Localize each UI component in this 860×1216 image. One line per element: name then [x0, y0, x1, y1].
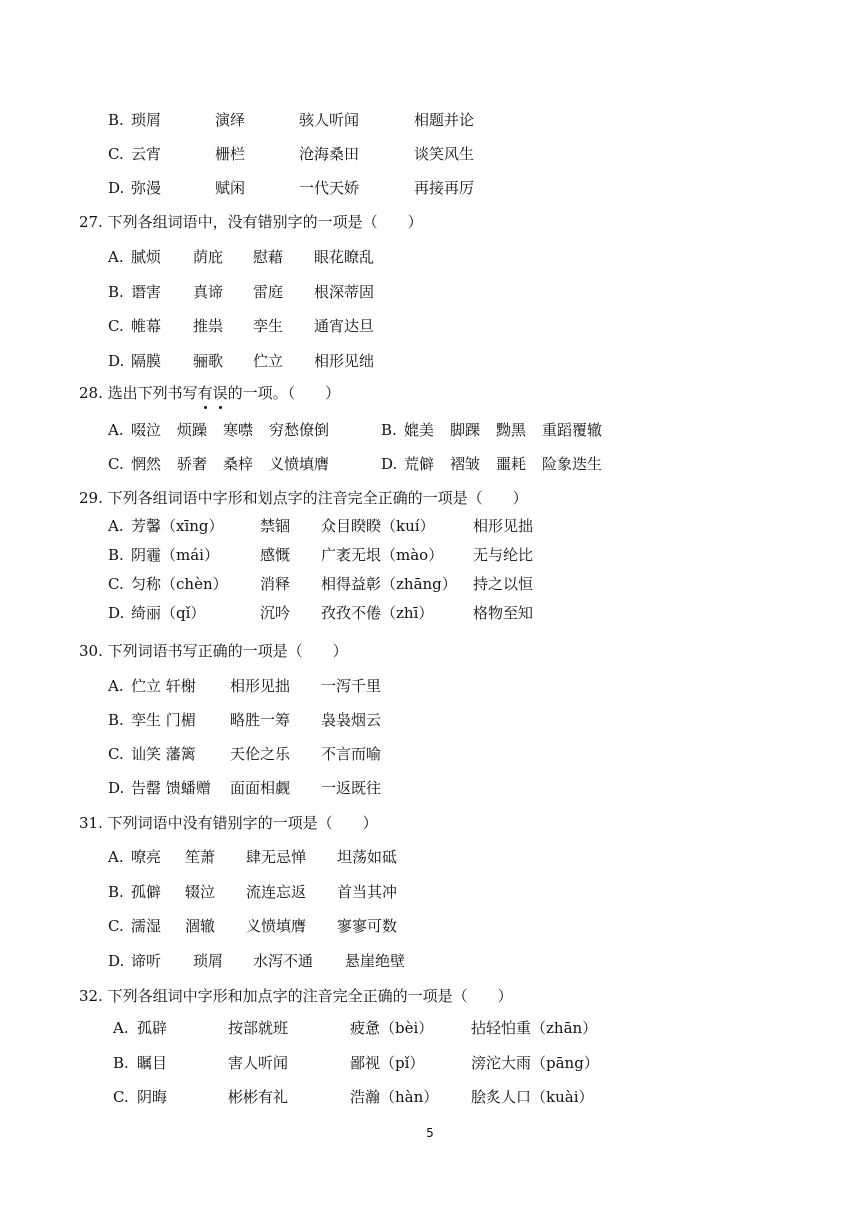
option-word: 笙萧 [185, 848, 216, 866]
option-word: 瞩目 [137, 1054, 168, 1072]
option-word: 相形见拙 [473, 517, 534, 535]
option-word: 讪笑 藩篱 [131, 745, 196, 763]
option-word [471, 1017, 597, 1039]
option-word: 伫立 [253, 352, 284, 370]
option-word: 推祟 [193, 317, 224, 335]
option-word: 寒噤 [223, 421, 254, 439]
option-letter: D. [108, 352, 125, 370]
pinyin: （mái） [161, 546, 219, 564]
option-word: 谮害 [131, 283, 162, 301]
option-word: 流连忘返 [246, 883, 307, 901]
option-word: 告罄 馈蟠赠 [131, 779, 211, 797]
option-word: 嘹亮 [131, 848, 162, 866]
option-word: 啜泣 [131, 421, 162, 439]
option-word: 再接再厉 [414, 179, 475, 197]
option-letter: D. [108, 779, 125, 797]
option-word [321, 602, 433, 624]
word: 疲惫 [350, 1019, 381, 1037]
option-word: 悬崖绝壁 [345, 952, 406, 970]
option-word: 云宵 [131, 145, 162, 163]
option-letter: D. [108, 604, 125, 622]
option-letter: B. [108, 883, 124, 901]
option-word: 感慨 [260, 546, 291, 564]
option-word: 首当其冲 [337, 883, 398, 901]
option-word: 沧海桑田 [299, 145, 360, 163]
option-word: 肆无忌惮 [246, 848, 307, 866]
option-word: 桑梓 [223, 455, 254, 473]
option-letter: B. [113, 1054, 129, 1072]
option-word: 穷愁僚倒 [269, 421, 330, 439]
option-word: 惘然 [131, 455, 162, 473]
word: 拈轻怕重 [471, 1019, 532, 1037]
option-letter: A. [108, 677, 124, 695]
option-letter: A. [108, 421, 124, 439]
pinyin: （xīng） [161, 517, 224, 535]
option-word: 一代天娇 [299, 179, 360, 197]
option-word: 彬彬有礼 [228, 1088, 289, 1106]
option-word: 面面相觑 [230, 779, 291, 797]
option-word: 琐屑 [193, 952, 224, 970]
option-word: 坦荡如砥 [337, 848, 398, 866]
option-word: 相形见拙 [230, 677, 291, 695]
option-word: 辍泣 [185, 883, 216, 901]
option-word: 媲美 [404, 421, 435, 439]
option-word [350, 1052, 424, 1074]
option-letter: A. [108, 248, 124, 266]
dotted-char: 误 [212, 384, 228, 402]
pinyin: （pāng） [531, 1054, 599, 1072]
word: 滂沱大雨 [471, 1054, 532, 1072]
option-letter: A. [113, 1019, 129, 1037]
pinyin: （kuài） [531, 1088, 594, 1106]
dotted-char: 有 [197, 384, 213, 402]
option-word: 骊歌 [193, 352, 224, 370]
option-letter: C. [108, 917, 124, 935]
option-word: 谈笑风生 [414, 145, 475, 163]
option-word: 孪生 门楣 [131, 711, 196, 729]
option-word: 义愤填膺 [269, 455, 330, 473]
option-letter: A. [108, 517, 124, 535]
option-word: 害人听闻 [228, 1054, 289, 1072]
pinyin: （zhān） [531, 1019, 598, 1037]
option-word: 一泻千里 [321, 677, 382, 695]
word: 阴霾 [131, 546, 162, 564]
pinyin: （bèi） [380, 1019, 434, 1037]
pinyin: （zhī） [381, 604, 434, 622]
pinyin: （chèn） [161, 575, 228, 593]
option-word [131, 573, 228, 595]
option-word: 孪生 [253, 317, 284, 335]
option-word: 涸辙 [185, 917, 216, 935]
option-word: 黝黑 [496, 421, 527, 439]
stem-text: 28. 选出下列书写 [79, 384, 198, 402]
option-word: 险象迭生 [542, 455, 603, 473]
option-word: 孤辟 [137, 1019, 168, 1037]
option-word [131, 515, 224, 537]
option-letter: C. [108, 145, 124, 163]
option-word: 骄奢 [177, 455, 208, 473]
option-letter: D. [108, 179, 125, 197]
option-word: 寥寥可数 [337, 917, 398, 935]
word: 芳馨 [131, 517, 162, 535]
option-word: 重蹈覆辙 [542, 421, 603, 439]
option-word: 一返既往 [321, 779, 382, 797]
option-letter: C. [108, 575, 124, 593]
option-word: 琐屑 [131, 111, 162, 129]
question-stem: 30. 下列词语书写正确的一项是（ ） [79, 642, 348, 660]
option-word: 隔膜 [131, 352, 162, 370]
option-word: 伫立 轩榭 [131, 677, 196, 695]
option-word: 格物至知 [473, 604, 534, 622]
option-word: 烦躁 [177, 421, 208, 439]
option-word [321, 515, 435, 537]
option-word: 相形见绌 [314, 352, 375, 370]
page-number: 5 [426, 1126, 434, 1140]
option-word: 按部就班 [228, 1019, 289, 1037]
pinyin: （pǐ） [380, 1054, 425, 1072]
pinyin: （hàn） [380, 1088, 439, 1106]
option-word: 消释 [260, 575, 291, 593]
option-word [131, 544, 219, 566]
word: 脍炙人口 [471, 1088, 532, 1106]
option-word: 演绎 [215, 111, 246, 129]
option-word: 不言而喻 [321, 745, 382, 763]
option-word: 荫庇 [193, 248, 224, 266]
option-word: 谛听 [131, 952, 162, 970]
option-letter: D. [108, 952, 125, 970]
pinyin: （kuí） [381, 517, 435, 535]
option-word: 义愤填膺 [246, 917, 307, 935]
option-letter: A. [108, 848, 124, 866]
word: 绮丽 [131, 604, 162, 622]
option-word: 无与纶比 [473, 546, 534, 564]
option-word: 持之以恒 [473, 575, 534, 593]
option-word [131, 602, 205, 624]
option-word: 相题并论 [414, 111, 475, 129]
option-word: 栅栏 [215, 145, 246, 163]
option-letter: C. [108, 455, 124, 473]
option-word: 通宵达旦 [314, 317, 375, 335]
option-letter: B. [108, 283, 124, 301]
option-word: 阴晦 [137, 1088, 168, 1106]
option-word: 略胜一筹 [230, 711, 291, 729]
option-word: 袅袅烟云 [321, 711, 382, 729]
option-word: 根深蒂固 [314, 283, 375, 301]
word: 相得益彰 [321, 575, 382, 593]
word: 广袤无垠 [321, 546, 382, 564]
pinyin: （zhāng） [381, 575, 457, 593]
option-word [321, 544, 443, 566]
option-letter: C. [108, 317, 124, 335]
option-word: 天伦之乐 [230, 745, 291, 763]
word: 鄙视 [350, 1054, 381, 1072]
option-word: 眼花瞭乱 [314, 248, 375, 266]
option-word: 孤僻 [131, 883, 162, 901]
word: 浩瀚 [350, 1088, 381, 1106]
question-stem: 32. 下列各组词中字形和加点字的注音完全正确的一项是（ ） [79, 987, 513, 1005]
option-letter: B. [108, 546, 124, 564]
pinyin: （qǐ） [161, 604, 206, 622]
option-word: 禁锢 [260, 517, 291, 535]
option-word [350, 1017, 433, 1039]
option-word [321, 573, 457, 595]
option-letter: C. [113, 1088, 129, 1106]
option-word: 褶皱 [450, 455, 481, 473]
option-word: 脚踝 [450, 421, 481, 439]
option-letter: C. [108, 745, 124, 763]
question-stem: 27. 下列各组词语中，没有错别字的一项是（ ） [79, 213, 423, 231]
option-word: 水泻不通 [253, 952, 314, 970]
option-word: 帷幕 [131, 317, 162, 335]
word: 众目睽睽 [321, 517, 382, 535]
option-word: 慰藉 [253, 248, 284, 266]
option-letter: B. [108, 111, 124, 129]
question-stem: 31. 下列词语中没有错别字的一项是（ ） [79, 814, 378, 832]
option-letter: B. [108, 711, 124, 729]
option-word [471, 1086, 594, 1108]
option-word: 骇人听闻 [299, 111, 360, 129]
stem-text: 的一项。（ ） [227, 384, 341, 402]
option-letter: D. [381, 455, 398, 473]
option-word: 真谛 [193, 283, 224, 301]
option-word [471, 1052, 599, 1074]
pinyin: （mào） [381, 546, 444, 564]
option-word: 噩耗 [496, 455, 527, 473]
question-stem [79, 382, 340, 404]
option-word: 弥漫 [131, 179, 162, 197]
option-word: 濡湿 [131, 917, 162, 935]
option-word: 雷庭 [253, 283, 284, 301]
option-letter: B. [381, 421, 397, 439]
question-stem: 29. 下列各组词语中字形和划点字的注音完全正确的一项是（ ） [79, 489, 528, 507]
option-word [350, 1086, 438, 1108]
option-word: 沉吟 [260, 604, 291, 622]
option-word: 荒僻 [404, 455, 435, 473]
option-word: 赋闲 [215, 179, 246, 197]
option-word: 腻烦 [131, 248, 162, 266]
word: 匀称 [131, 575, 162, 593]
word: 孜孜不倦 [321, 604, 382, 622]
